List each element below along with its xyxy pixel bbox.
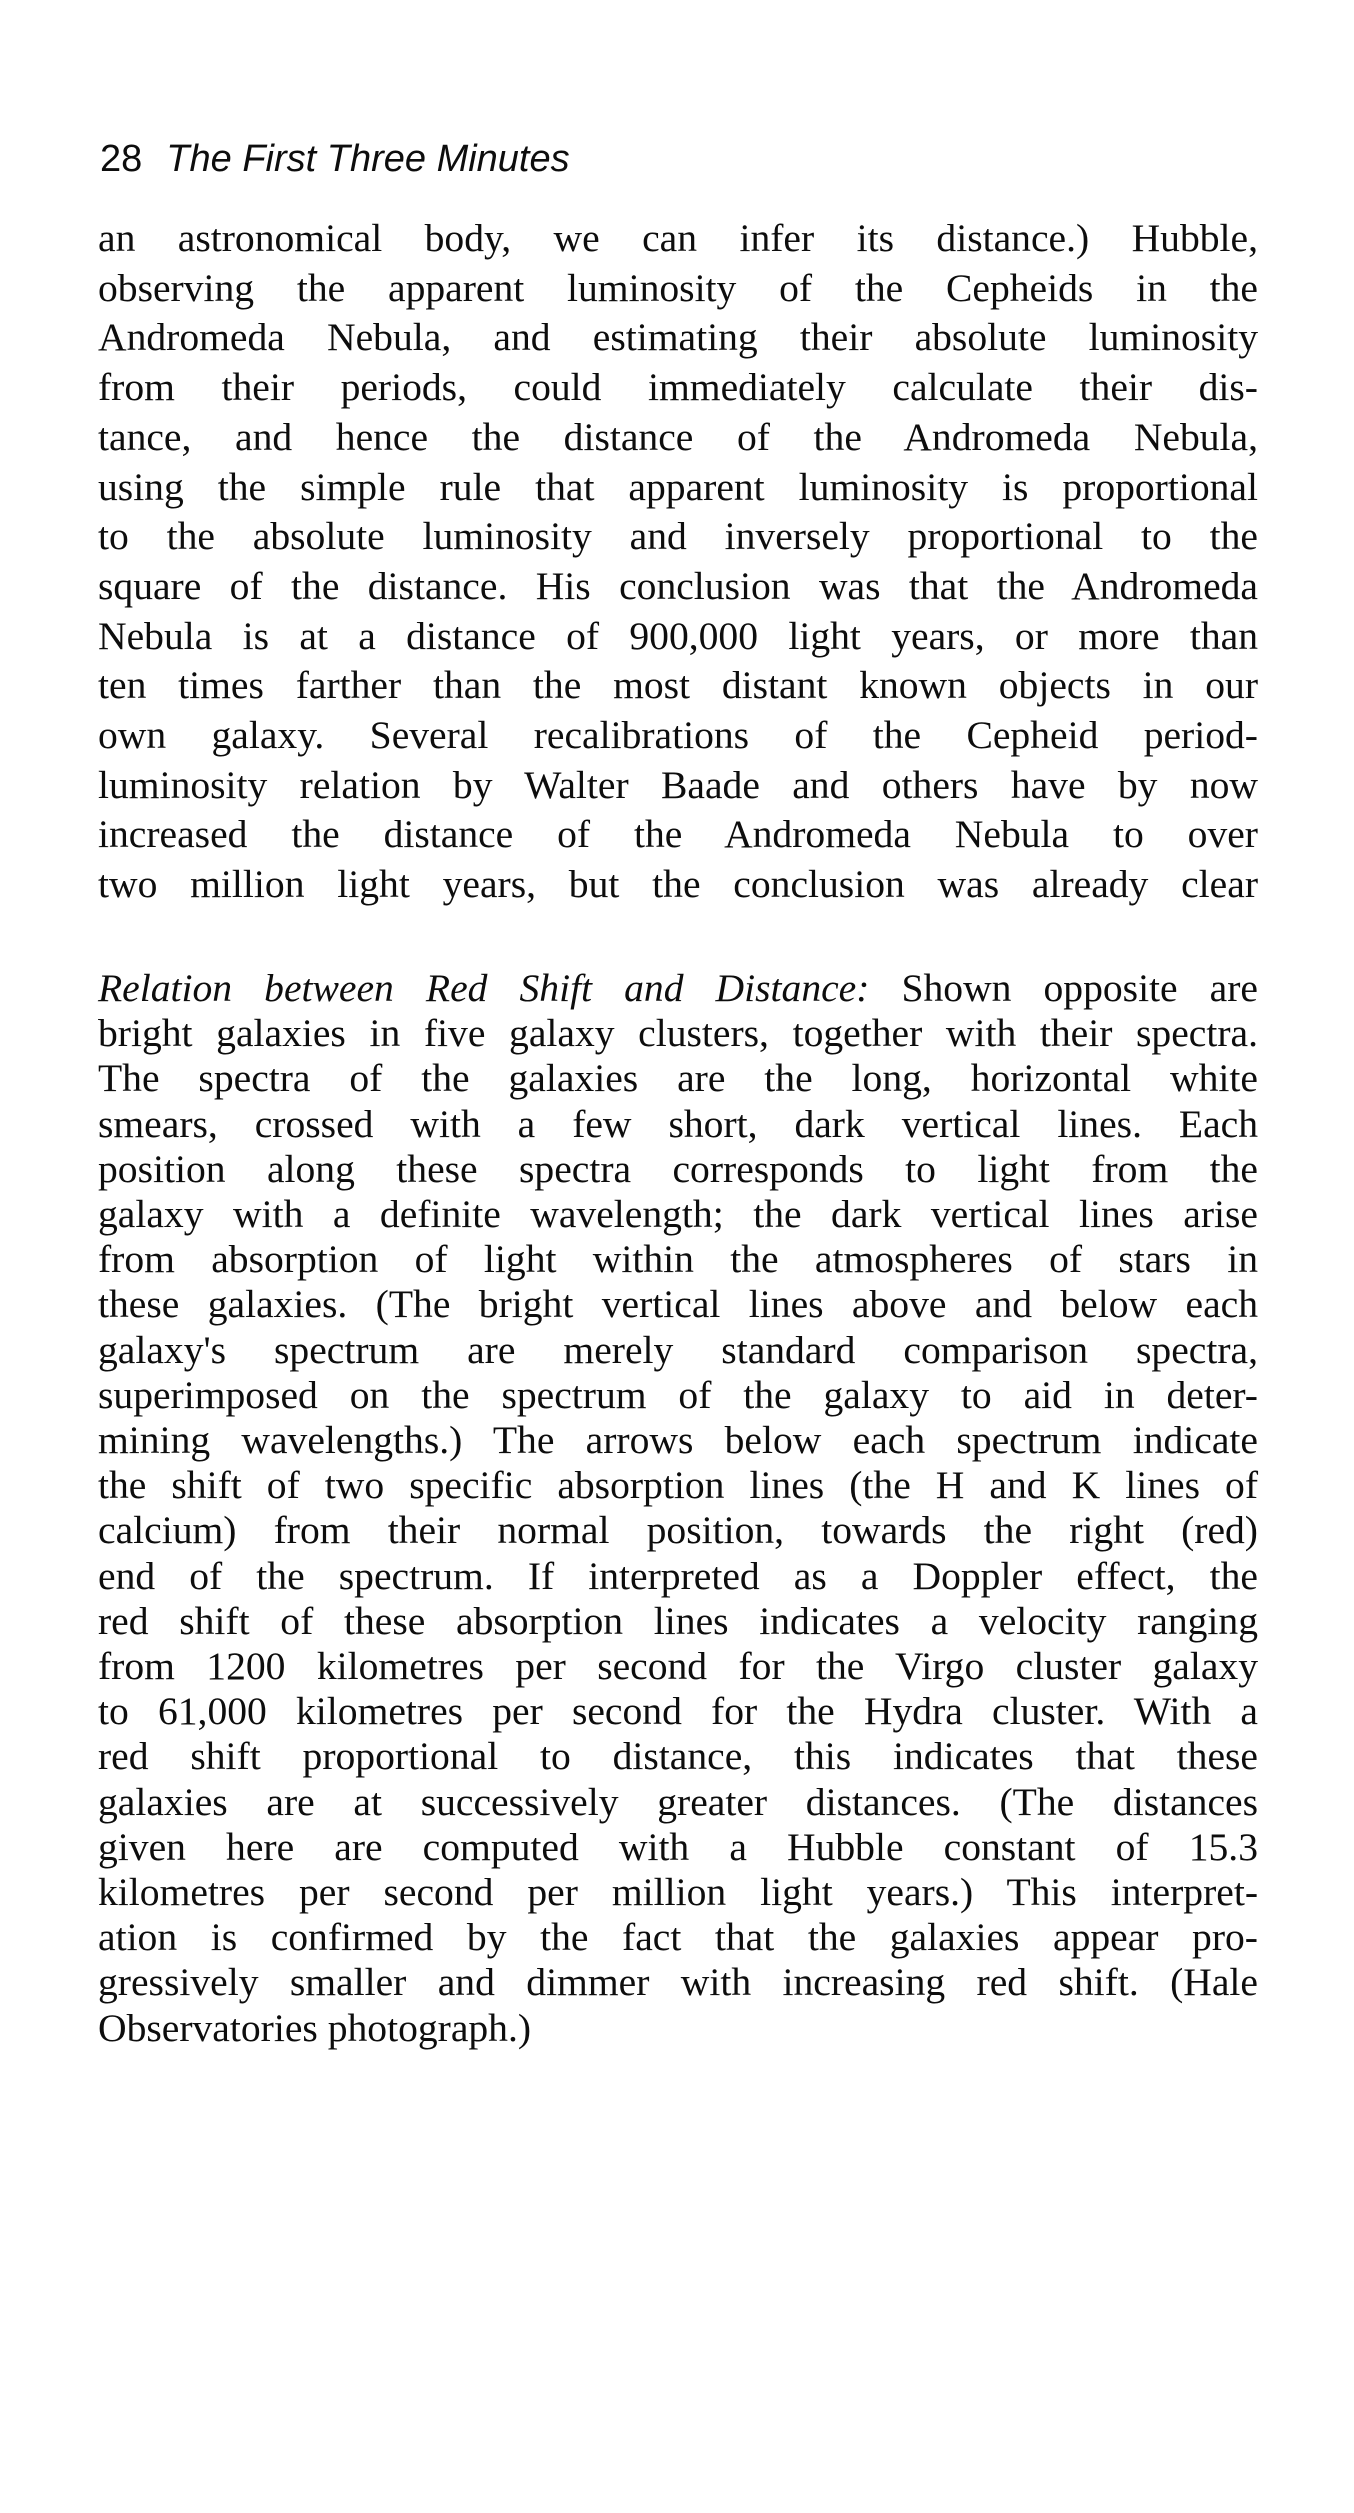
caption-line: ation is confirmed by the fact that the galaxies appear pro- <box>98 1915 1258 1960</box>
caption-line: end of the spectrum. If interpreted as a Doppler effect, the <box>98 1553 1258 1598</box>
caption-line: gressively smaller and dimmer with increasing red shift. (Hale <box>98 1960 1258 2005</box>
caption-line: bright galaxies in five galaxy clusters, together with their spectra. <box>98 1011 1258 1056</box>
caption-line: these galaxies. (The bright vertical lines above and below each <box>98 1282 1258 1327</box>
text-line: using the simple rule that apparent luminosity is proportional <box>98 464 1258 509</box>
caption-line: red shift proportional to distance, this indicates that these <box>98 1734 1258 1779</box>
caption-line: red shift of these absorption lines indicates a velocity ranging <box>98 1598 1258 1643</box>
book-title: The First Three Minutes <box>166 138 570 180</box>
caption-lead: Relation between Red Shift and Distance: <box>98 966 870 1010</box>
caption-line: from 1200 kilometres per second for the Virgo cluster galaxy <box>98 1644 1258 1689</box>
text-line: increased the distance of the Andromeda Nebula to over <box>98 812 1258 857</box>
figure-caption <box>98 966 1258 2051</box>
caption-first-line <box>98 966 1258 1011</box>
text-line: luminosity relation by Walter Baade and others have by now <box>98 762 1258 807</box>
caption-line: mining wavelengths.) The arrows below each spectrum indicate <box>98 1418 1258 1463</box>
caption-line: to 61,000 kilometres per second for the Hydra cluster. With a <box>98 1689 1258 1734</box>
caption-line: Observatories photograph.) <box>98 2005 532 2050</box>
text-line: tance, and hence the distance of the Andromeda Nebula, <box>98 414 1258 459</box>
caption-line: position along these spectra corresponds to light from the <box>98 1146 1258 1191</box>
text-line: observing the apparent luminosity of the Cepheids in the <box>98 265 1258 310</box>
caption-line: The spectra of the galaxies are the long, horizontal white <box>98 1056 1258 1101</box>
text-line: own galaxy. Several recalibrations of the Cepheid period- <box>98 713 1258 758</box>
caption-line: the shift of two specific absorption lines (the H and K lines of <box>98 1463 1258 1508</box>
text-line: Nebula is at a distance of 900,000 light years, or more than <box>98 613 1258 658</box>
text-line: Andromeda Nebula, and estimating their absolute luminosity <box>98 315 1258 360</box>
running-header <box>100 136 570 182</box>
caption-line: kilometres per second per million light years.) This interpret- <box>98 1870 1258 1915</box>
caption-line: calcium) from their normal position, towards the right (red) <box>98 1508 1258 1553</box>
caption-line: galaxy with a definite wavelength; the dark vertical lines arise <box>98 1192 1258 1237</box>
text-line: square of the distance. His conclusion was that the Andromeda <box>98 563 1258 608</box>
text-line: from their periods, could immediately calculate their dis- <box>98 365 1258 410</box>
text-line: an astronomical body, we can infer its distance.) Hubble, <box>98 216 1258 260</box>
text-line: to the absolute luminosity and inversely proportional to the <box>98 514 1258 559</box>
caption-first-line-rest: Shown opposite are <box>869 966 1259 1010</box>
caption-line: galaxies are at successively greater distances. (The distances <box>98 1779 1258 1824</box>
text-line: ten times farther than the most distant known objects in our <box>98 663 1258 708</box>
caption-line: smears, crossed with a few short, dark vertical lines. Each <box>98 1101 1258 1146</box>
main-paragraph <box>98 214 1258 910</box>
caption-line: galaxy's spectrum are merely standard comparison spectra, <box>98 1327 1258 1372</box>
text-line: two million light years, but the conclusion was already clear <box>98 862 1258 907</box>
page-number: 28 <box>100 138 143 180</box>
caption-line: superimposed on the spectrum of the galaxy to aid in deter- <box>98 1372 1258 1417</box>
caption-line: from absorption of light within the atmospheres of stars in <box>98 1237 1258 1282</box>
caption-line: given here are computed with a Hubble constant of 15.3 <box>98 1824 1258 1869</box>
